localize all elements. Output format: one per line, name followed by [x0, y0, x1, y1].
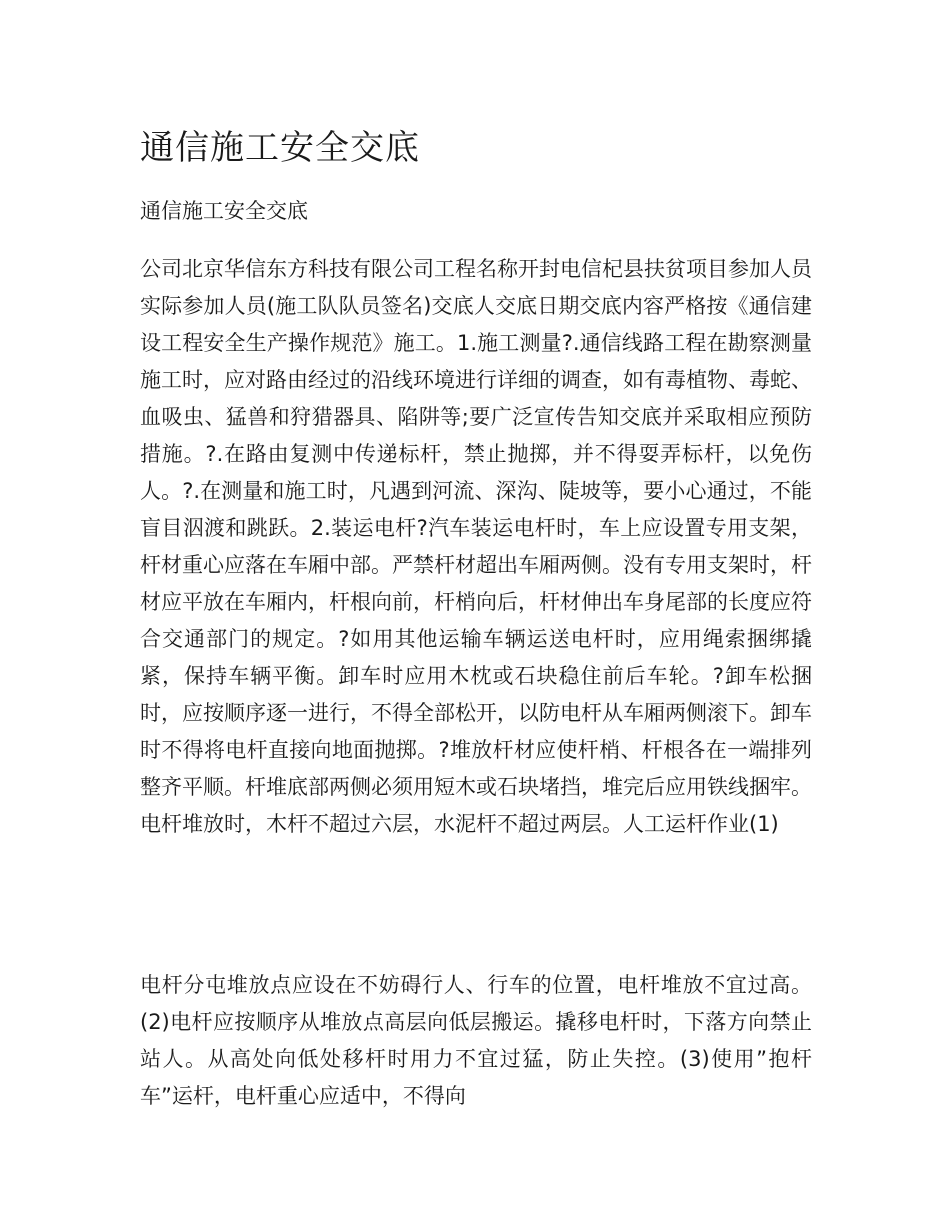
- document-title: 通信施工安全交底: [140, 128, 420, 168]
- body-paragraph-1: 公司北京华信东方科技有限公司工程名称开封电信杞县扶贫项目参加人员实际参加人员(施工队队员签名)交底人交底日期交底内容严格按《通信建设工程安全生产操作规范》施工。1.施工测量?.通信线路工程在勘察测量施工时，应对路由经过的沿线环境进行详细的调查，如有毒植物、毒蛇、血吸虫、猛兽和狩猎器具、陷阱等;要广泛宣传告知交底并采取相应预防措施。?.在路由复测中传递标杆，禁止抛掷，并不得耍弄标杆，以免伤人。?.在测量和施工时，凡遇到河流、深沟、陡坡等，要小心通过，不能盲目泅渡和跳跃。2.装运电杆?汽车装运电杆时，车上应设置专用支架，杆材重心应落在车厢中部。严禁杆材超出车厢两侧。没有专用支架时，杆材应平放在车厢内，杆根向前，杆梢向后，杆材伸出车身尾部的长度应符合交通部门的规定。?如用其他运输车辆运送电杆时，应用绳索捆绑撬紧，保持车辆平衡。卸车时应用木枕或石块稳住前后车轮。?卸车松捆时，应按顺序逐一进行，不得全部松开，以防电杆从车厢两侧滚下。卸车时不得将电杆直接向地面抛掷。?堆放杆材应使杆梢、杆根各在一端排列整齐平顺。杆堆底部两侧必须用短木或石块堵挡，堆完后应用铁线捆牢。电杆堆放时，木杆不超过六层，水泥杆不超过两层。人工运杆作业(1): [140, 257, 812, 836]
- document-subtitle: 通信施工安全交底: [140, 199, 308, 223]
- body-paragraph-2: 电杆分屯堆放点应设在不妨碍行人、行车的位置，电杆堆放不宜过高。(2)电杆应按顺序从堆放点高层向低层搬运。撬移电杆时，下落方向禁止站人。从高处向低处移杆时用力不宜过猛，防止失控。(3)使用”抱杆车”运杆，电杆重心应适中，不得向: [140, 973, 812, 1108]
